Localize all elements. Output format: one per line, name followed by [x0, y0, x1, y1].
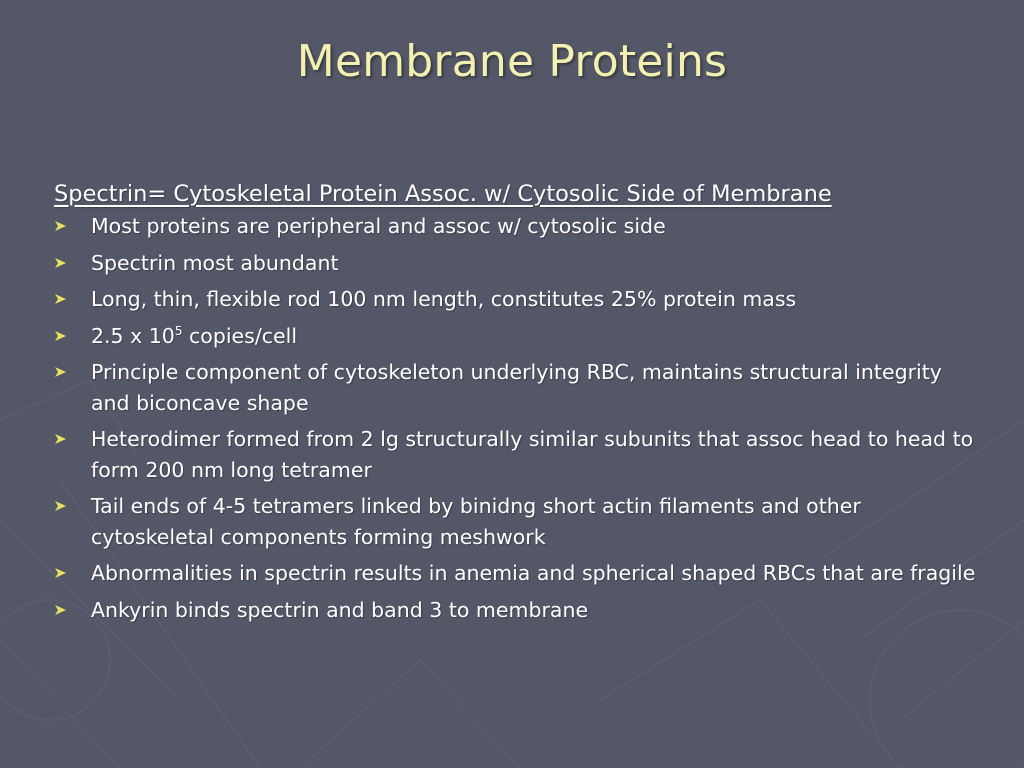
bullet-item — [54, 424, 986, 485]
arrow-bullet-icon — [54, 604, 68, 616]
bullet-item — [54, 321, 986, 352]
superscript-exponent: 5 — [174, 323, 183, 338]
bullet-text: Abnormalities in spectrin results in anemia and spherical shaped RBCs that are fragile — [91, 561, 976, 585]
arrow-bullet-icon — [54, 433, 68, 445]
bullet-item — [54, 357, 986, 418]
bullet-text: Most proteins are peripheral and assoc w/ cytosolic side — [91, 214, 666, 238]
arrow-bullet-icon — [54, 257, 68, 269]
arrow-bullet-icon — [54, 366, 68, 378]
bullet-item — [54, 248, 986, 279]
arrow-bullet-icon — [54, 220, 68, 232]
bullet-item — [54, 284, 986, 315]
bullet-text: Long, thin, flexible rod 100 nm length, constitutes 25% protein mass — [91, 287, 797, 311]
bullet-item — [54, 491, 986, 552]
bullet-text: Heterodimer formed from 2 lg structurally similar subunits that assoc head to head to form 200 nm long tetramer — [91, 427, 974, 482]
slide-content — [54, 178, 994, 631]
bullet-text: Principle component of cytoskeleton underlying RBC, maintains structural integrity and biconcave shape — [91, 360, 942, 415]
bullet-list — [54, 211, 994, 625]
bullet-text: Spectrin most abundant — [91, 250, 339, 275]
arrow-bullet-icon — [54, 330, 68, 342]
bullet-text: Tail ends of 4-5 tetramers linked by binidng short actin filaments and other cytoskeletal components forming meshwork — [91, 494, 861, 549]
bullet-text-base: 2.5 x 10 — [91, 323, 175, 348]
section-heading: Spectrin= Cytoskeletal Protein Assoc. w/ Cytosolic Side of Membrane — [54, 181, 832, 207]
arrow-bullet-icon — [54, 567, 68, 579]
bullet-text — [91, 324, 297, 348]
bullet-text: Ankyrin binds spectrin and band 3 to membrane — [91, 597, 589, 622]
slide-title: Membrane Proteins — [296, 36, 728, 87]
bullet-text-rest: copies/cell — [182, 323, 298, 348]
bullet-item — [54, 595, 986, 626]
arrow-bullet-icon — [54, 500, 68, 512]
bullet-item — [54, 558, 986, 589]
arrow-bullet-icon — [54, 293, 68, 305]
bullet-item — [54, 211, 986, 242]
